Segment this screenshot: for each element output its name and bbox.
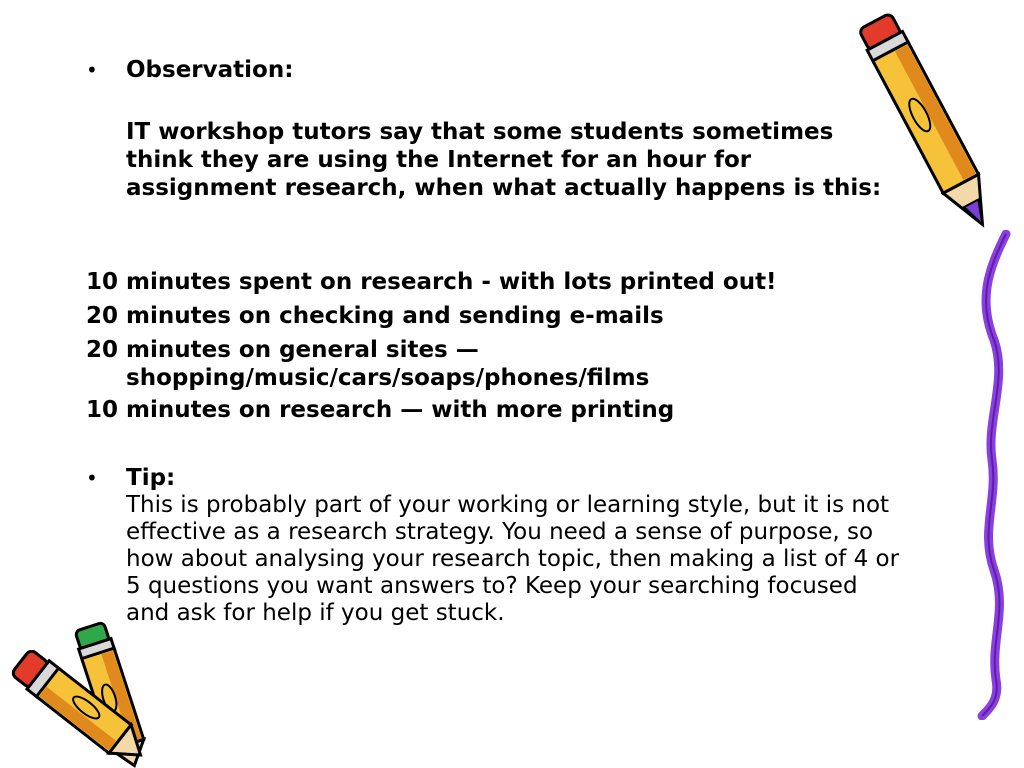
- time-item-1: [86, 268, 886, 296]
- time-item-3-continuation: shopping/music/cars/soaps/phones/films: [126, 365, 650, 391]
- bullet-observation: •: [86, 58, 98, 82]
- pencil-clipart-bottom-left-red: [0, 650, 160, 768]
- time-item-4-text: 10 minutes on research — with more printing: [86, 397, 675, 423]
- time-item-1-text: 10 minutes spent on research - with lots printed out!: [86, 269, 777, 295]
- observation-text: IT workshop tutors say that some students sometimes think they are using the Internet for an hour for assignment research, when what actually happens is this:: [126, 119, 882, 201]
- time-item-3-text: 20 minutes on general sites —: [86, 337, 479, 363]
- observation-heading: Observation:: [126, 57, 294, 83]
- time-item-3: [86, 336, 886, 392]
- time-item-2: [86, 302, 886, 330]
- time-item-2-text: 20 minutes on checking and sending e-mails: [86, 303, 664, 329]
- tip-heading: Tip:: [126, 465, 176, 491]
- squiggle-line-right: [968, 230, 1024, 720]
- pencil-clipart-top-right: [858, 2, 998, 242]
- time-item-4: [86, 396, 886, 424]
- tip-text: This is probably part of your working or learning style, but it is not effective as a research strategy. You need a sense of purpose, so how about analysing your research topic, then making a list of 4 or 5 questions you want answers to? Keep your searching focused and ask for help if you get stuck.: [126, 492, 900, 626]
- bullet-tip: •: [86, 466, 98, 490]
